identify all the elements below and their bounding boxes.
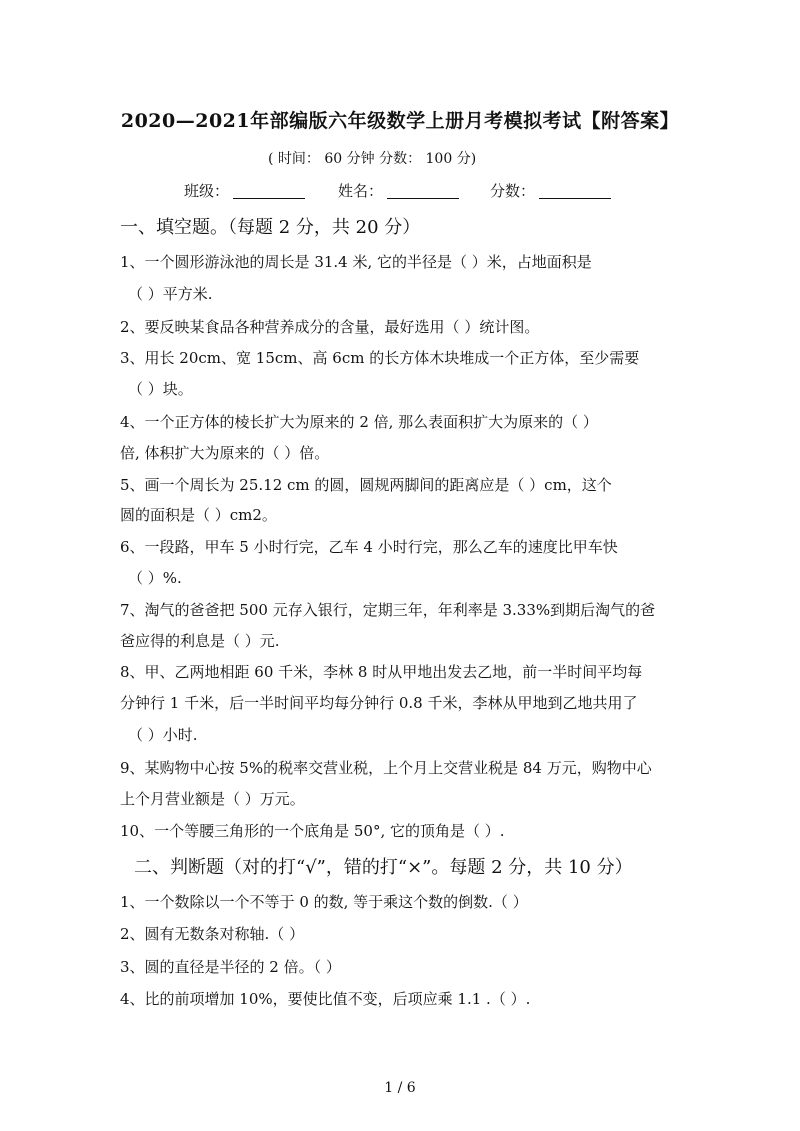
question-line: 1、一个圆形游泳池的周长是 31.4 米, 它的半径是（ ）米，占地面积是 [120, 253, 592, 271]
question-line: 圆的面积是（ ）cm2。 [120, 506, 277, 524]
question-line: 8、甲、乙两地相距 60 千米，李林 8 时从甲地出发去乙地，前一半时间平均每 [120, 663, 643, 681]
question-line: 爸应得的利息是（ ）元. [120, 632, 280, 650]
question-line: （ ）%. [128, 569, 182, 587]
question-line: 9、某购物中心按 5%的税率交营业税，上个月上交营业税是 84 万元，购物中心 [120, 759, 652, 777]
question-line: （ ）平方米. [128, 285, 213, 303]
question-line: 1、一个数除以一个不等于 0 的数, 等于乘这个数的倒数.（ ） [120, 893, 528, 911]
question-line: （ ）小时. [128, 726, 198, 744]
class-blank [233, 182, 305, 199]
question-line: 10、一个等腰三角形的一个底角是 50°, 它的顶角是（ ）. [120, 822, 505, 840]
page-number: 1 / 6 [384, 1080, 416, 1096]
question-line: 5、画一个周长为 25.12 cm 的圆，圆规两脚间的距离应是（ ）cm，这个 [120, 476, 612, 494]
page-title: 2020—2021年部编版六年级数学上册月考模拟考试【附答案】 [120, 110, 680, 132]
class-label: 班级： [184, 182, 230, 200]
exam-info: ( 时间： 60 分钟 分数： 100 分) [268, 151, 477, 167]
question-line: 4、一个正方体的棱长扩大为原来的 2 倍, 那么表面积扩大为原来的（ ） [120, 413, 598, 431]
question-line: 3、圆的直径是半径的 2 倍。（ ） [120, 958, 341, 976]
name-label: 姓名： [338, 182, 384, 200]
score-field [490, 180, 611, 201]
question-line: 2、要反映某食品各种营养成分的含量，最好选用（ ）统计图。 [120, 318, 540, 336]
name-field [338, 180, 459, 201]
question-line: 7、淘气的爸爸把 500 元存入银行，定期三年，年利率是 3.33%到期后淘气的爸 [120, 601, 656, 619]
question-line: （ ）块。 [128, 380, 193, 398]
score-blank [539, 182, 611, 199]
question-line: 上个月营业额是（ ）万元。 [120, 790, 305, 808]
section-fill-blank-heading: 一、填空题。（每题 2 分，共 20 分） [120, 217, 421, 238]
question-line: 倍, 体积扩大为原来的（ ）倍。 [120, 444, 330, 462]
question-line: 6、一段路，甲车 5 小时行完，乙车 4 小时行完，那么乙车的速度比甲车快 [120, 538, 618, 556]
question-line: 分钟行 1 千米，后一半时间平均每分钟行 0.8 千米，李林从甲地到乙地共用了 [120, 694, 638, 712]
question-line: 2、圆有无数条对称轴.（ ） [120, 925, 305, 943]
question-line: 4、比的前项增加 10%，要使比值不变，后项应乘 1.1 .（ ）. [120, 990, 531, 1008]
class-field [184, 180, 305, 201]
section-true-false-heading: 二、判断题（对的打“√”，错的打“×”。每题 2 分，共 10 分） [134, 857, 633, 878]
score-label: 分数： [490, 182, 536, 200]
name-blank [387, 182, 459, 199]
question-line: 3、用长 20cm、宽 15cm、高 6cm 的长方体木块堆成一个正方体，至少需要 [120, 349, 640, 367]
